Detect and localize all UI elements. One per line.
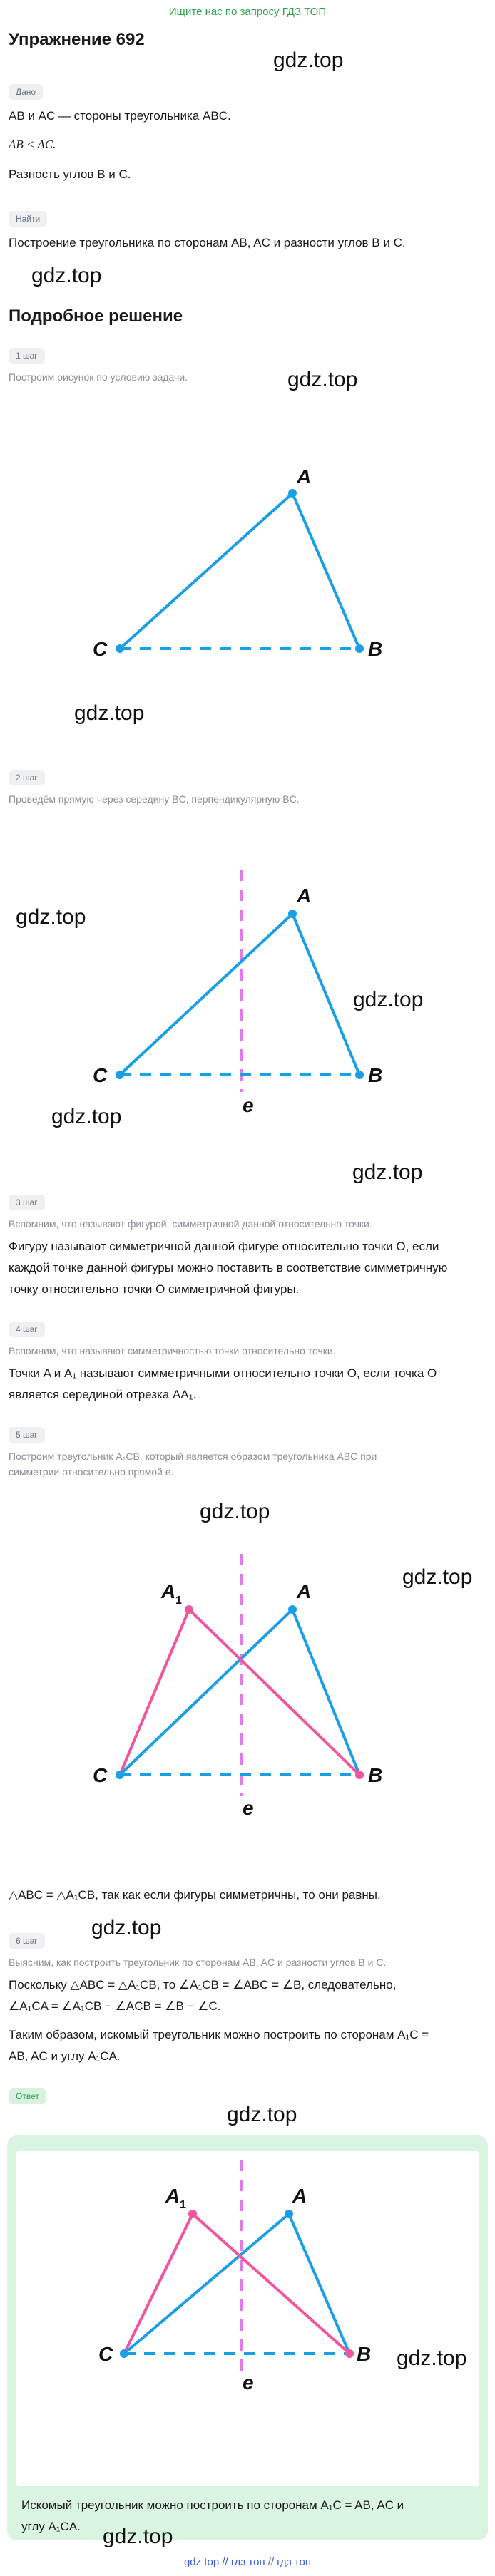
step-3-line-3: точку относительно точки O симметричной фигуры. xyxy=(9,1282,300,1296)
watermark: gdz.top xyxy=(353,988,424,1011)
watermark: gdz.top xyxy=(287,368,358,391)
step-1-tag: 1 шаг xyxy=(9,348,45,364)
answer-tag: Ответ xyxy=(9,2088,46,2104)
step-5-tag: 5 шаг xyxy=(9,1427,45,1443)
point-a1-subscript: 1 xyxy=(175,1594,182,1607)
watermark: gdz.top xyxy=(200,1500,270,1523)
watermark: gdz.top xyxy=(103,2525,173,2548)
step-5-gray-2: симметрии относительно прямой е. xyxy=(9,1466,174,1478)
figure-step-1 xyxy=(0,442,495,670)
equal-note: △ABC = △A₁CB, так как если фигуры симметричны, то они равны. xyxy=(9,1888,381,1902)
watermark: gdz.top xyxy=(31,264,102,287)
point-b-label: B xyxy=(357,2343,372,2365)
point-a-label: A xyxy=(292,2185,307,2207)
point-b-label: B xyxy=(368,1764,383,1786)
find-line-1: Построение треугольника по сторонам AB, AC и разности углов B и C. xyxy=(9,236,406,249)
page-title: Упражнение 692 xyxy=(9,30,145,49)
step-6-tag: 6 шаг xyxy=(9,1933,45,1949)
find-tag: Найти xyxy=(9,211,47,227)
watermark: gdz.top xyxy=(74,701,145,725)
point-a1-subscript: 1 xyxy=(180,2199,186,2211)
watermark: gdz.top xyxy=(402,1565,473,1589)
step-3-line-2: каждой точке данной фигуры можно поставить в соответствие симметричную xyxy=(9,1261,448,1274)
step-2-text: Проведём прямую через середину BC, перпендикулярную BC. xyxy=(9,793,300,805)
answer-line-1: Искомый треугольник можно построить по сторонам A₁C = AB, AC и xyxy=(21,2498,404,2512)
answer-line-2: углу A₁CA. xyxy=(21,2520,81,2533)
point-c-label: C xyxy=(98,2343,113,2365)
step-2-tag: 2 шаг xyxy=(9,770,45,785)
point-a1-label: A xyxy=(165,2185,180,2207)
step-4-line-2: является серединой отрезка AA₁. xyxy=(9,1388,197,1401)
point-c-label: C xyxy=(93,1064,108,1086)
watermark: gdz.top xyxy=(227,2103,297,2126)
figure-step-5 xyxy=(0,1547,495,1846)
watermark: gdz.top xyxy=(91,1916,162,1939)
point-a-label: A xyxy=(297,885,312,907)
step-6-line-3: Таким образом, искомый треугольник можно построить по сторонам A₁C = xyxy=(9,2028,429,2041)
step-3-line-1: Фигуру называют симметричной данной фигуре относительно точки O, если xyxy=(9,1240,439,1253)
point-a-label: A xyxy=(297,1580,312,1602)
step-4-line-1: Точки A и A₁ называют симметричными относительно точки O, если точка O xyxy=(9,1366,437,1380)
watermark: gdz.top xyxy=(352,1160,423,1184)
solution-title: Подробное решение xyxy=(9,306,183,326)
point-c-label: C xyxy=(93,1764,108,1786)
step-3-gray: Вспомним, что называют фигурой, симметричной данной относительно точки. xyxy=(9,1218,372,1230)
step-4-gray: Вспомним, что называют симметричностью точки относительно точки. xyxy=(9,1345,336,1356)
point-b-label: B xyxy=(368,1064,383,1086)
line-e-label: e xyxy=(243,1797,254,1819)
given-tag: Дано xyxy=(9,84,43,100)
step-6-line-1: Поскольку △ABC = △A₁CB, то ∠A₁CB = ∠ABC = ∠B, следовательно, xyxy=(9,1978,397,1992)
step-6-line-4: AB, AC и углу A₁CA. xyxy=(9,2049,121,2063)
step-1-text: Построим рисунок по условию задачи. xyxy=(9,371,188,383)
step-6-gray: Выясним, как построить треугольник по сторонам AB, AC и разности углов B и C. xyxy=(9,1957,387,1968)
point-a1-label: A xyxy=(161,1580,176,1602)
top-search-link[interactable]: Ищите нас по запросу ГДЗ ТОП xyxy=(168,6,327,18)
point-c-label: C xyxy=(93,638,108,660)
watermark: gdz.top xyxy=(273,48,344,72)
given-line-3: Разность углов B и C. xyxy=(9,168,131,181)
given-line-2: AB < AC. xyxy=(9,138,56,151)
figure-answer xyxy=(0,2160,495,2459)
step-4-tag: 4 шаг xyxy=(9,1322,45,1337)
watermark: gdz.top xyxy=(397,2346,467,2370)
point-a-label: A xyxy=(297,465,312,488)
footer-links[interactable]: gdz top // гдз топ // гдз топ xyxy=(183,2556,312,2568)
watermark: gdz.top xyxy=(51,1105,122,1128)
given-line-1: AB и AC — стороны треугольника ABC. xyxy=(9,109,231,123)
step-5-gray-1: Построим треугольник A₁CB, который является образом треугольника ABC при xyxy=(9,1451,377,1462)
step-3-tag: 3 шаг xyxy=(9,1195,45,1210)
line-e-label: e xyxy=(243,2371,254,2394)
point-b-label: B xyxy=(368,638,383,660)
step-6-line-2: ∠A₁CA = ∠A₁CB − ∠ACB = ∠B − ∠C. xyxy=(9,1999,221,2013)
line-e-label: e xyxy=(243,1094,254,1116)
watermark: gdz.top xyxy=(16,905,86,929)
